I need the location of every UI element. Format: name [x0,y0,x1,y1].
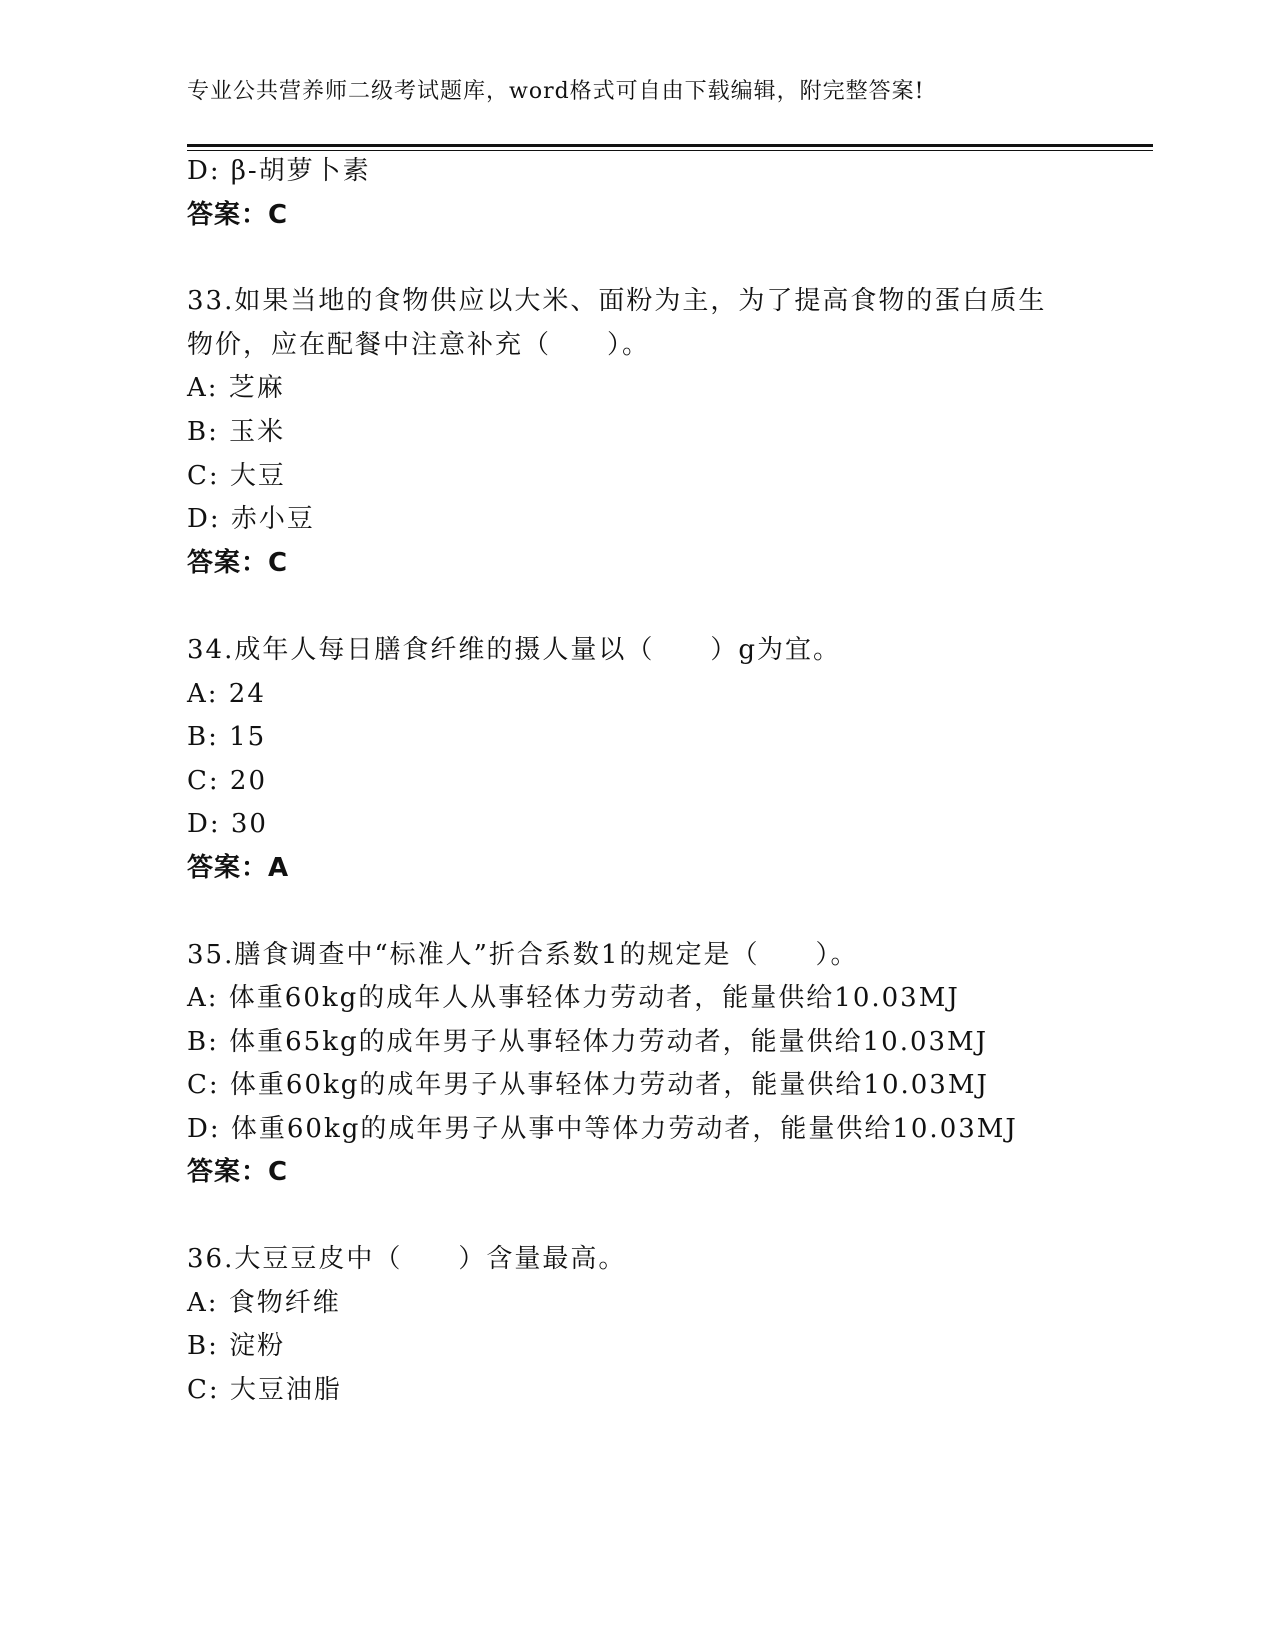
q36-option-c: C: 大豆油脂 [187,1375,342,1405]
q34-option-c: C: 20 [187,766,268,796]
q35-stem: 35.膳食调查中“标准人”折合系数1的规定是（ ）。 [187,940,859,970]
q34-stem: 34.成年人每日膳食纤维的摄人量以（ ）g为宜。 [187,635,841,665]
q33-option-b: B: 玉米 [187,417,286,447]
q35-option-c: C: 体重60kg的成年男子从事轻体力劳动者，能量供给10.03MJ [187,1070,989,1100]
page-header: 专业公共营养师二级考试题库，word格式可自由下载编辑，附完整答案! [187,79,925,104]
q35-option-a: A: 体重60kg的成年人从事轻体力劳动者，能量供给10.03MJ [187,983,960,1013]
q36-stem: 36.大豆豆皮中（ ）含量最高。 [187,1244,627,1274]
q33-stem-line-1: 33.如果当地的食物供应以大米、面粉为主，为了提高食物的蛋白质生 [187,286,1047,316]
q33-option-a: A: 芝麻 [187,373,285,403]
q34-option-d: D: 30 [187,809,268,839]
q35-option-d: D: 体重60kg的成年男子从事中等体力劳动者，能量供给10.03MJ [187,1114,1018,1144]
q32-answer: 答案：C [187,200,289,230]
q32-option-d: D: β-胡萝卜素 [187,156,371,186]
header-rule-thin [187,150,1153,151]
q36-option-a: A: 食物纤维 [187,1288,341,1318]
header-rule-thick [187,144,1153,147]
q36-option-b: B: 淀粉 [187,1331,286,1361]
q33-answer: 答案：C [187,548,289,578]
q33-option-c: C: 大豆 [187,461,286,491]
q35-option-b: B: 体重65kg的成年男子从事轻体力劳动者，能量供给10.03MJ [187,1027,989,1057]
q34-option-b: B: 15 [187,722,267,752]
q33-stem-line-2: 物价，应在配餐中注意补充（ ）。 [187,330,651,360]
q35-answer: 答案：C [187,1157,289,1187]
q33-option-d: D: 赤小豆 [187,504,315,534]
q34-answer: 答案：A [187,853,290,883]
q34-option-a: A: 24 [187,679,266,709]
